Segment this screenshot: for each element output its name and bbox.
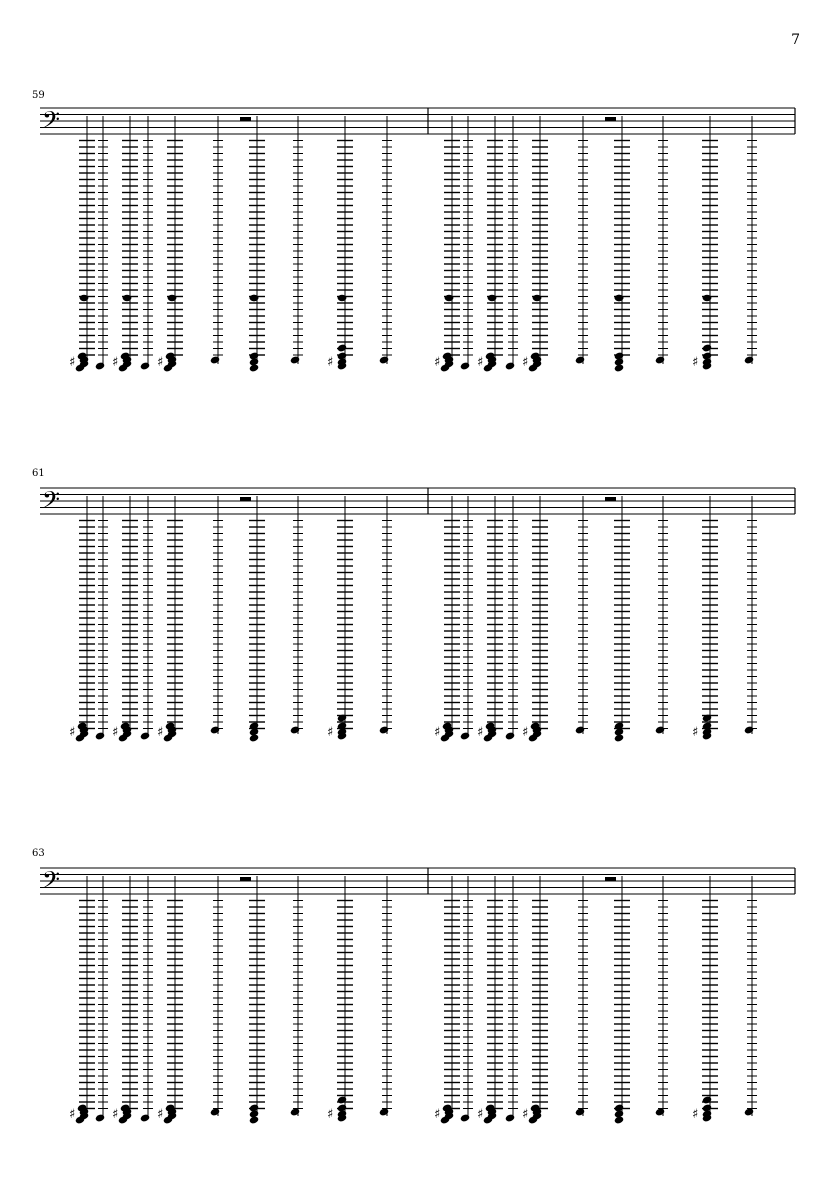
note-head [250, 295, 259, 301]
note-head [290, 725, 300, 734]
sharp-accidental: ♯ [434, 1107, 441, 1122]
note-head [210, 355, 220, 364]
note-head [337, 1095, 347, 1104]
note-head [290, 355, 300, 364]
sharp-accidental: ♯ [692, 355, 699, 370]
sharp-accidental: ♯ [522, 725, 529, 740]
sharp-accidental: ♯ [522, 355, 529, 370]
note-head [249, 363, 259, 372]
note-head [460, 731, 470, 740]
measure-number-63: 63 [32, 848, 45, 859]
sharp-accidental: ♯ [69, 355, 76, 370]
note-head [505, 731, 515, 740]
note-head [337, 343, 347, 352]
sharp-accidental: ♯ [69, 725, 76, 740]
note-head [533, 295, 542, 301]
measure-number-59: 59 [32, 90, 45, 101]
sharp-accidental: ♯ [327, 1107, 334, 1122]
sharp-accidental: ♯ [434, 355, 441, 370]
sharp-accidental: ♯ [327, 725, 334, 740]
note-head [80, 295, 89, 301]
note-head [460, 361, 470, 370]
sharp-accidental: ♯ [477, 355, 484, 370]
page-number: 7 [791, 32, 800, 48]
sharp-accidental: ♯ [69, 1107, 76, 1122]
note-head [95, 1113, 105, 1122]
half-rest [240, 117, 251, 121]
note-head [702, 343, 712, 352]
note-head [95, 731, 105, 740]
note-head [379, 355, 389, 364]
note-head [249, 733, 259, 742]
note-head [744, 725, 754, 734]
half-rest [605, 497, 616, 501]
note-head [744, 355, 754, 364]
half-rest [605, 877, 616, 881]
sharp-accidental: ♯ [112, 725, 119, 740]
note-head [140, 361, 150, 370]
sharp-accidental: ♯ [692, 1107, 699, 1122]
half-rest [605, 117, 616, 121]
note-head [505, 1113, 515, 1122]
note-head [614, 363, 624, 372]
bass-clef-icon: 𝄢 [42, 866, 61, 899]
note-head [655, 355, 665, 364]
note-head [445, 295, 454, 301]
note-head [168, 295, 177, 301]
bass-clef-icon: 𝄢 [42, 106, 61, 139]
sharp-accidental: ♯ [522, 1107, 529, 1122]
note-head [95, 361, 105, 370]
sharp-accidental: ♯ [477, 725, 484, 740]
note-head [210, 725, 220, 734]
note-head [505, 361, 515, 370]
note-head [703, 295, 712, 301]
sharp-accidental: ♯ [157, 725, 164, 740]
half-rest [240, 497, 251, 501]
note-head [460, 1113, 470, 1122]
sharp-accidental: ♯ [157, 1107, 164, 1122]
sharp-accidental: ♯ [477, 1107, 484, 1122]
note-head [614, 733, 624, 742]
sharp-accidental: ♯ [112, 355, 119, 370]
note-head [614, 1115, 624, 1124]
measure-number-61: 61 [32, 468, 45, 479]
note-head [140, 1113, 150, 1122]
note-head [575, 355, 585, 364]
note-head [702, 1095, 712, 1104]
sharp-accidental: ♯ [692, 725, 699, 740]
sharp-accidental: ♯ [157, 355, 164, 370]
bass-clef-icon: 𝄢 [42, 486, 61, 519]
half-rest [240, 877, 251, 881]
note-head [140, 731, 150, 740]
note-head [615, 295, 624, 301]
note-head [379, 725, 389, 734]
note-head [338, 295, 347, 301]
note-head [488, 295, 497, 301]
sharp-accidental: ♯ [112, 1107, 119, 1122]
note-head [575, 725, 585, 734]
note-head [249, 1115, 259, 1124]
sharp-accidental: ♯ [327, 355, 334, 370]
note-head [123, 295, 132, 301]
sharp-accidental: ♯ [434, 725, 441, 740]
note-head [655, 725, 665, 734]
